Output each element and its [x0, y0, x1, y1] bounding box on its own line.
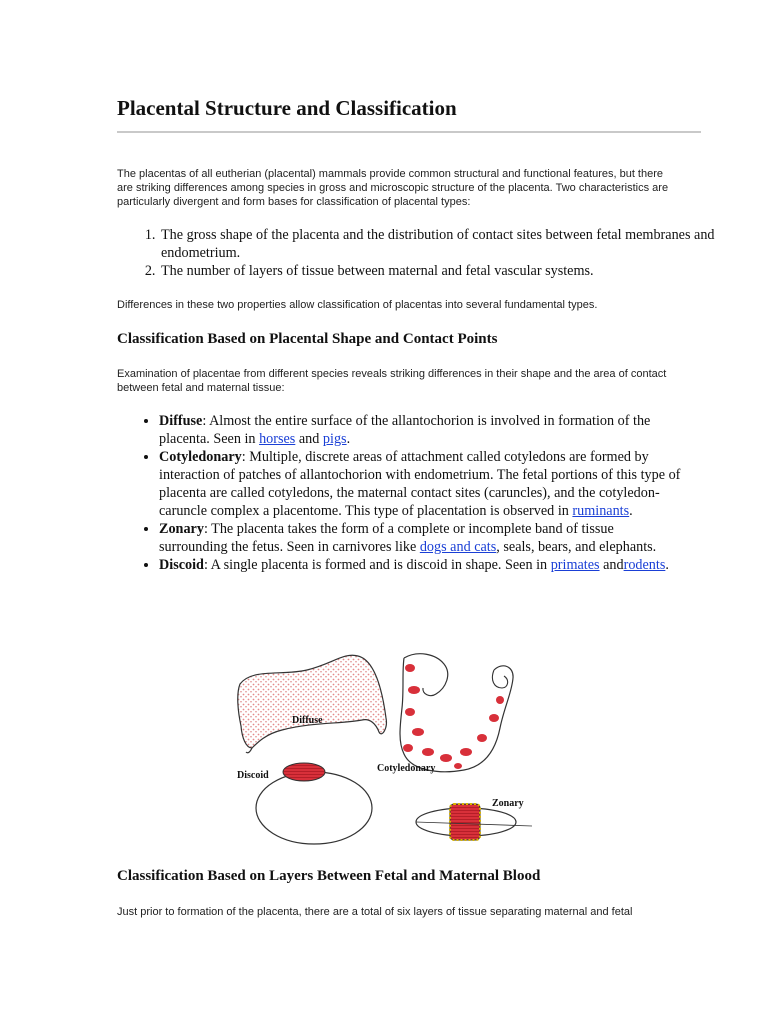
list-item-cotyledonary [159, 448, 684, 520]
characteristic-item: 1. The gross shape of the placenta and the distribution of contact sites between fetal membranes and endometrium. [159, 226, 719, 262]
text-discoid-end: . [665, 557, 669, 573]
term-cotyledonary: Cotyledonary [159, 449, 242, 465]
list-item-diffuse [159, 412, 684, 448]
placenta-illustration [232, 648, 538, 848]
text-cotyledonary: : Multiple, discrete areas of attachment called cotyledons are formed by interaction of patches of allantochorion with endometrium. The fetal portions of this type of placenta are called cotyledons, the maternal contact sites (caruncles), and the cotyledon-caruncle complex a placentome. This type of placentation is observed in [159, 449, 681, 519]
text-cotyledonary-end: . [629, 503, 633, 519]
placenta-types-list [117, 412, 684, 574]
diffuse-placenta-shape [238, 655, 387, 748]
section-heading-layers: Classification Based on Layers Between Fetal and Maternal Blood [117, 868, 541, 884]
term-zonary: Zonary [159, 521, 204, 537]
text-diffuse: : Almost the entire surface of the allantochorion is involved in formation of the placenta. Seen in [159, 413, 651, 447]
placenta-types-figure [232, 648, 538, 848]
characteristic-item: 2. The number of layers of tissue between maternal and fetal vascular systems. [159, 262, 719, 280]
text-diffuse-end: . [346, 431, 351, 447]
discoid-sac [256, 772, 372, 844]
layers-intro-paragraph: Just prior to formation of the placenta, there are a total of six layers of tissue separating maternal and fetal [117, 906, 633, 918]
text-discoid-mid: and [599, 557, 624, 573]
zonary-placenta [416, 804, 532, 840]
term-discoid: Discoid [159, 557, 204, 573]
link-rodents[interactable]: rodents [623, 557, 666, 573]
discoid-placenta [283, 763, 325, 781]
text-diffuse-mid: and [295, 431, 323, 447]
diffuse-tip [246, 748, 252, 753]
list-item-zonary [159, 520, 684, 556]
differences-paragraph: Differences in these two properties allow classification of placentas into several fundamental types. [117, 299, 598, 311]
cotyledonary-placenta [400, 654, 513, 772]
link-horses[interactable]: horses [259, 431, 296, 447]
figure-label-discoid: Discoid [237, 770, 269, 781]
figure-label-diffuse: Diffuse [292, 715, 323, 726]
link-primates[interactable]: primates [550, 557, 600, 573]
term-diffuse: Diffuse [159, 413, 203, 429]
section-heading-shape: Classification Based on Placental Shape and Contact Points [117, 331, 498, 347]
intro-paragraph: The placentas of all eutherian (placental) mammals provide common structural and functional features, but there are striking differences among species in gross and microscopic structure of the placenta. Two characteristics are particularly divergent and form bases for classification of placental types: [117, 168, 669, 208]
shape-intro-paragraph: Examination of placentae from different species reveals striking differences in their shape and the area of contact between fetal and maternal tissue: [117, 368, 667, 394]
text-zonary: : The placenta takes the form of a complete or incomplete band of tissue surrounding the fetus. Seen in carnivores like [159, 521, 614, 555]
page-title: Placental Structure and Classification [117, 96, 457, 120]
text-zonary-end: , seals, bears, and elephants. [496, 539, 657, 555]
link-dogs-and-cats[interactable]: dogs and cats [419, 539, 497, 555]
link-ruminants[interactable]: ruminants [572, 503, 630, 519]
link-pigs[interactable]: pigs [322, 431, 347, 447]
list-item-discoid [159, 556, 684, 574]
title-divider [117, 131, 701, 133]
text-discoid: : A single placenta is formed and is discoid in shape. Seen in [203, 557, 551, 573]
figure-label-cotyledonary: Cotyledonary [377, 763, 436, 774]
characteristics-list [117, 226, 719, 280]
figure-label-zonary: Zonary [492, 798, 524, 809]
